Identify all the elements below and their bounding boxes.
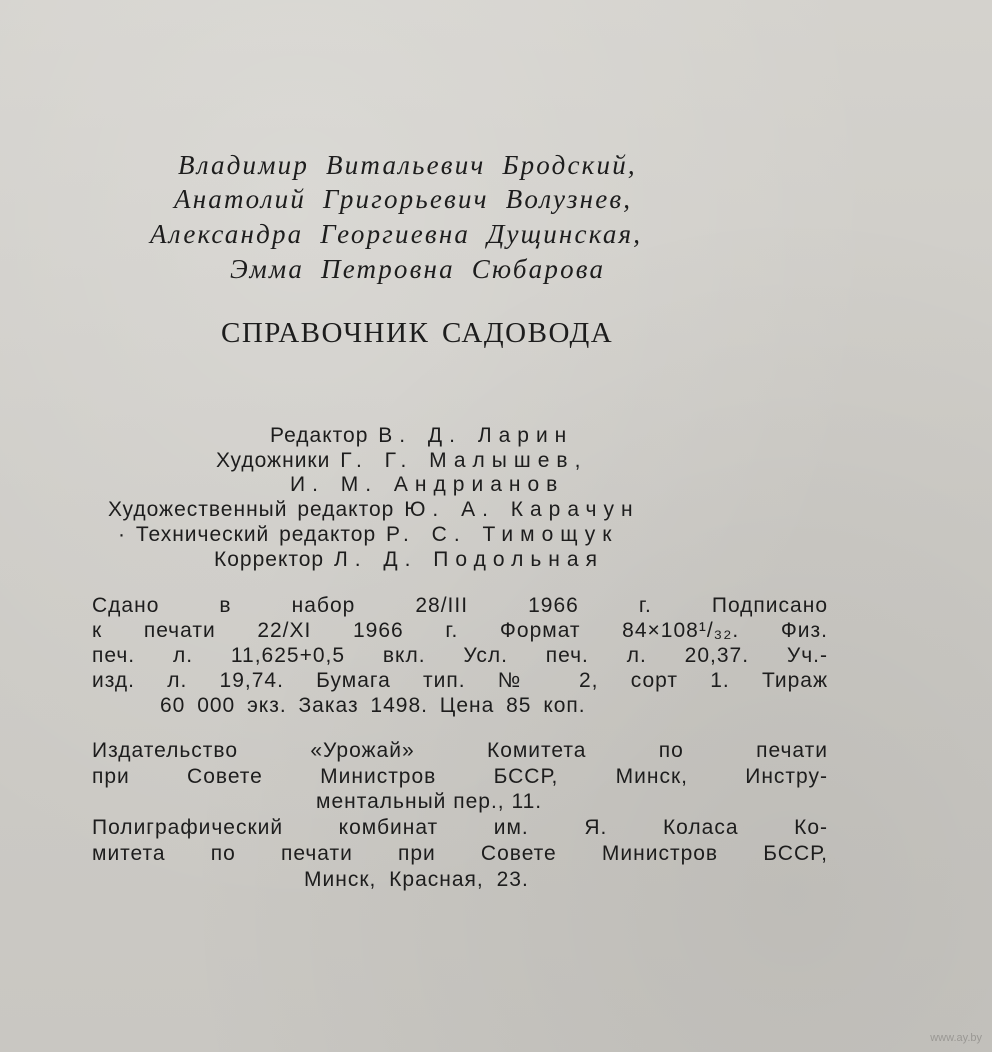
printer-line-2: митета по печати при Совете Министров БССР, xyxy=(92,842,828,865)
artists-label: Художники xyxy=(216,449,331,472)
printer-line-1: Полиграфический комбинат им. Я. Коласа Ко- xyxy=(92,816,828,839)
art-editor-name: Ю. А. Карачун xyxy=(404,498,640,521)
watermark: www.ay.by xyxy=(930,1032,982,1044)
credit-art-editor xyxy=(108,498,640,522)
publisher-line-1: Издательство «Урожай» Комитета по печати xyxy=(92,739,828,762)
print-spec-line-2: к печати 22/XI 1966 г. Формат 84×108¹/₃₂. Физ. xyxy=(92,619,828,642)
tech-editor-name: Р. С. Тимощук xyxy=(385,523,619,546)
book-title: СПРАВОЧНИК САДОВОДА xyxy=(221,317,614,349)
print-spec-line-4: изд. л. 19,74. Бумага тип. № 2, сорт 1. Тираж xyxy=(92,669,828,692)
print-spec-line-1: Сдано в набор 28/III 1966 г. Подписано xyxy=(92,594,828,617)
tech-editor-label: · Технический редактор xyxy=(118,523,377,546)
author-line-2: Анатолий Григорьевич Волузнев, xyxy=(174,184,633,214)
publisher-line-2: при Совете Министров БССР, Минск, Инстру- xyxy=(92,765,828,788)
editor-name: В. Д. Ларин xyxy=(378,424,574,447)
artist-1-name: Г. Г. Малышев, xyxy=(340,449,588,472)
editor-label: Редактор xyxy=(270,424,369,447)
author-line-3: Александра Георгиевна Дущинская, xyxy=(150,219,643,249)
author-line-4: Эмма Петровна Сюбарова xyxy=(230,254,606,284)
credit-corrector xyxy=(214,548,604,572)
publisher-line-3: ментальный пер., 11. xyxy=(316,790,543,813)
credit-tech-editor xyxy=(118,523,618,547)
credit-editor xyxy=(270,424,573,448)
credit-artist-2 xyxy=(290,473,564,497)
corrector-name: Л. Д. Подольная xyxy=(333,548,604,571)
print-spec-line-5: 60 000 экз. Заказ 1498. Цена 85 коп. xyxy=(160,694,586,717)
art-editor-label: Художественный редактор xyxy=(108,498,395,521)
print-spec-line-3: печ. л. 11,625+0,5 вкл. Усл. печ. л. 20,37. Уч.- xyxy=(92,644,828,667)
credit-artists xyxy=(216,449,587,473)
printer-line-3: Минск, Красная, 23. xyxy=(304,868,529,891)
author-line-1: Владимир Витальевич Бродский, xyxy=(178,150,637,180)
corrector-label: Корректор xyxy=(214,548,325,571)
artist-2-name: И. М. Андрианов xyxy=(290,473,565,496)
